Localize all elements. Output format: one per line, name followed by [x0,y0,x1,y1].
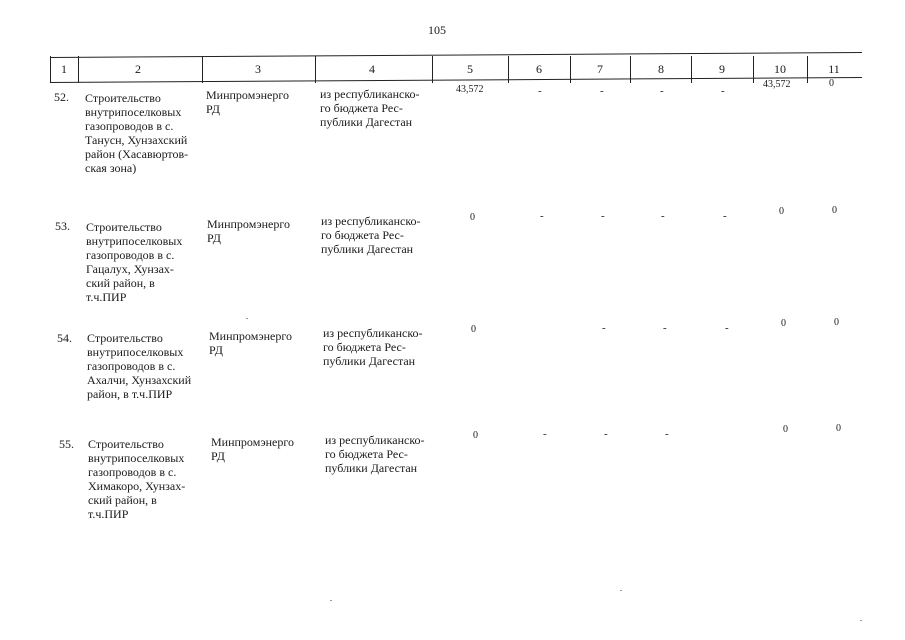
value-col-10: 0 [783,424,788,435]
value-col-5: 0 [470,212,475,223]
value-col-9: - [725,322,729,334]
column-number-8: 8 [658,62,664,76]
text-line: газопроводов в с. [88,465,177,479]
text-line: Минпромэнерго [206,88,289,102]
value-col-8: - [663,322,667,334]
agency [209,329,309,357]
header-divider [315,56,316,83]
column-number-4: 4 [369,62,375,76]
text-line: Танусн, Хунзахский [85,133,188,147]
column-number-9: 9 [719,62,725,76]
text-line: газопроводов в с. [87,359,176,373]
value-col-7: - [600,85,604,97]
text-line: газопроводов в с. [86,248,175,262]
value-col-7: - [601,210,605,222]
text-line: внутрипоселковых [85,105,182,119]
funding-source [320,87,438,129]
value-col-6: - [540,210,544,222]
text-line: публики Дагестан [320,115,413,129]
header-divider [508,56,509,83]
text-line: го бюджета Рес- [323,340,406,354]
header-top-rule [50,52,862,58]
scan-speck [330,600,332,601]
value-col-6: - [543,428,547,440]
project-description [86,220,202,304]
column-number-header [50,46,862,83]
text-line: Строительство [85,91,161,105]
text-line: публики Дагестан [323,354,416,368]
value-col-8: - [665,428,669,440]
project-description [85,91,201,175]
text-line: публики Дагестан [325,461,418,475]
value-col-7: - [604,428,608,440]
row-number: 52. [54,90,69,104]
header-divider [753,56,754,83]
column-number-6: 6 [536,62,542,76]
text-line: из республиканско- [325,433,425,447]
value-col-10: 0 [779,206,784,217]
agency [211,435,311,463]
text-line: Строительство [88,437,164,451]
text-line: т.ч.ПИР [88,507,129,521]
text-line: т.ч.ПИР [86,290,127,304]
text-line: Строительство [87,331,163,345]
agency [207,217,307,245]
value-col-5: 0 [473,430,478,441]
text-line: из республиканско- [321,214,421,228]
value-col-9: - [723,210,727,222]
text-line: из республиканско- [320,87,420,101]
text-line: Гацалух, Хунзах- [86,262,174,276]
column-number-5: 5 [467,62,473,76]
value-col-10: 43,572 [763,79,791,90]
funding-source [325,433,443,475]
value-col-11: 0 [836,423,841,434]
value-col-8: - [660,85,664,97]
value-col-11: 0 [832,205,837,216]
text-line: ский район, в [88,493,157,507]
header-divider [691,56,692,83]
header-divider [202,56,203,83]
text-line: го бюджета Рес- [325,447,408,461]
header-divider [78,56,79,83]
row-number: 55. [59,437,74,451]
page-number: 105 [428,23,446,37]
column-number-2: 2 [135,62,141,76]
text-line: РД [211,449,225,463]
header-divider [432,56,433,83]
value-col-5: 0 [471,324,476,335]
value-col-8: - [661,210,665,222]
header-divider [570,56,571,83]
text-line: район (Хасавюртов- [85,147,189,161]
text-line: го бюджета Рес- [320,101,403,115]
funding-source [321,214,439,256]
text-line: ская зона) [85,161,137,175]
header-divider [630,56,631,83]
value-col-6: - [538,85,542,97]
text-line: внутрипоселковых [87,345,184,359]
column-number-11: 11 [828,62,840,76]
text-line: го бюджета Рес- [321,228,404,242]
project-description [87,331,203,401]
text-line: РД [209,343,223,357]
column-number-3: 3 [255,62,261,76]
scan-speck [860,620,862,621]
text-line: из республиканско- [323,326,423,340]
project-description [88,437,204,521]
text-line: Химакоро, Хунзах- [88,479,186,493]
header-divider [807,56,808,83]
column-number-1: 1 [61,62,67,76]
text-line: Строительство [86,220,162,234]
value-col-11: 0 [834,317,839,328]
text-line: Ахалчи, Хунзахский [87,373,192,387]
row-number: 54. [57,331,72,345]
scan-speck [620,590,622,591]
text-line: Минпромэнерго [211,435,294,449]
funding-source [323,326,441,368]
header-divider [50,56,51,83]
value-col-5: 43,572 [456,84,484,95]
text-line: газопроводов в с. [85,119,174,133]
text-line: район, в т.ч.ПИР [87,387,173,401]
scan-speck [246,318,248,319]
text-line: внутрипоселковых [86,234,183,248]
text-line: Минпромэнерго [207,217,290,231]
column-number-7: 7 [597,62,603,76]
value-col-10: 0 [781,318,786,329]
text-line: публики Дагестан [321,242,414,256]
value-col-11: 0 [829,78,834,89]
row-number: 53. [55,219,70,233]
header-bottom-rule [50,77,862,83]
text-line: внутрипоселковых [88,451,185,465]
agency [206,88,306,116]
text-line: ский район, в [86,276,155,290]
value-col-7: - [602,322,606,334]
column-number-10: 10 [774,62,786,76]
text-line: РД [206,102,220,116]
text-line: РД [207,231,221,245]
value-col-9: - [721,85,725,97]
text-line: Минпромэнерго [209,329,292,343]
